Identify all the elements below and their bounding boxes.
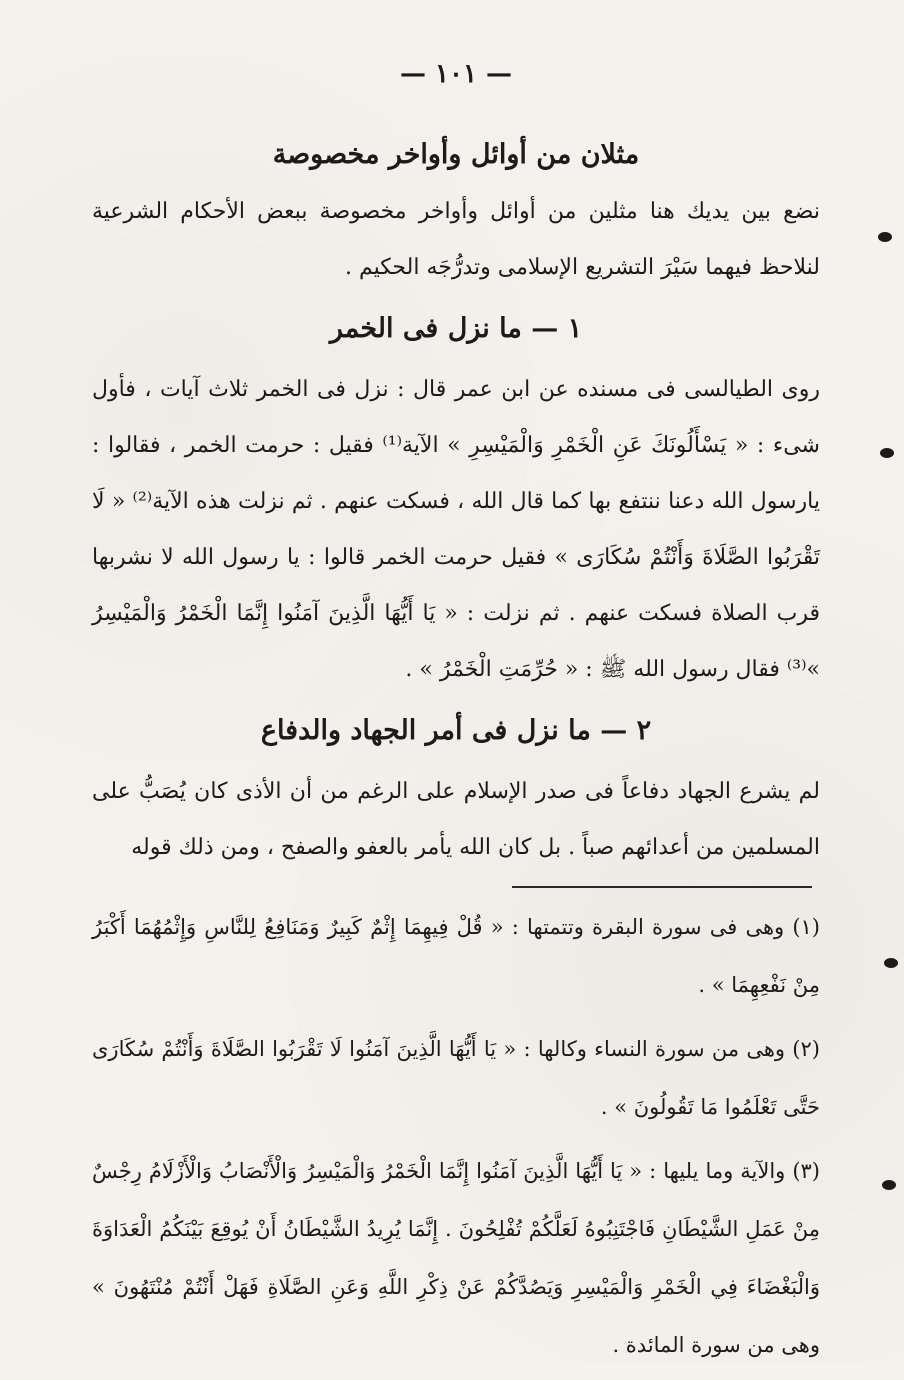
scan-speck xyxy=(878,232,892,242)
page-number: — ١٠١ — xyxy=(399,59,513,89)
footnote-1: (١) وهى فى سورة البقرة وتتمتها : « قُلْ فِيهِمَا إِثْمٌ كَبِيرٌ وَمَنَافِعُ لِلنَّاسِ وَإِثْمُهُمَا أَكْبَرُ مِنْ نَفْعِهِمَا » . xyxy=(92,915,820,997)
scan-speck xyxy=(882,1180,896,1190)
section-2-heading: ٢ — ما نزل فى أمر الجهاد والدفاع xyxy=(260,715,652,746)
section-1-text: روى الطيالسى فى مسنده عن ابن عمر قال : نزل فى الخمر ثلاث آيات ، فأول شىء : « يَسْأَلُونَكَ عَنِ الْخَمْرِ وَالْمَيْسِرِ » الآية⁽¹⁾ فقيل : حرمت الخمر ، فقالوا : يارسول الله دعنا ننتفع بها كما قال الله ، فسكت عنهم . ثم نزلت هذه الآية⁽²⁾ « لَا تَقْرَبُوا الصَّلَاةَ وَأَنْتُمْ سُكَارَى » فقيل حرمت الخمر قالوا : يا رسول الله لا نشربها قرب الصلاة فسكت عنهم . ثم نزلت : « يَا أَيُّهَا الَّذِينَ آمَنُوا إِنَّمَا الْخَمْرُ وَالْمَيْسِرُ »⁽³⁾ فقال رسول الله ﷺ : « حُرِّمَتِ الْخَمْرُ » . xyxy=(92,377,821,682)
scan-speck xyxy=(880,448,894,458)
footnote-3: (٣) والآية وما يليها : « يَا أَيُّهَا الَّذِينَ آمَنُوا إِنَّمَا الْخَمْرُ وَالْمَيْسِرُ وَالْأَنْصَابُ وَالْأَزْلَامُ رِجْسٌ مِنْ عَمَلِ الشَّيْطَانِ فَاجْتَنِبُوهُ لَعَلَّكُمْ تُفْلِحُونَ . إِنَّمَا يُرِيدُ الشَّيْطَانُ أَنْ يُوقِعَ بَيْنَكُمُ الْعَدَاوَةَ وَالْبَغْضَاءَ فِي الْخَمْرِ وَالْمَيْسِرِ وَيَصُدَّكُمْ عَنْ ذِكْرِ اللَّهِ وَعَنِ الصَّلَاةِ فَهَلْ أَنْتُمْ مُنْتَهُونَ » وهى من سورة المائدة . xyxy=(92,1159,820,1357)
section-2-text: لم يشرع الجهاد دفاعاً فى صدر الإسلام على الرغم من أن الأذى كان يُصَبُّ على المسلمين من أعدائهم صباً . بل كان الله يأمر بالعفو والصفح ، ومن ذلك قوله xyxy=(92,779,820,860)
intro-paragraph: نضع بين يديك هنا مثلين من أوائل وأواخر مخصوصة ببعض الأحكام الشرعية لنلاحظ فيهما سَيْرَ التشريع الإسلامى وتدرُّجَه الحكيم . xyxy=(92,199,820,280)
footnote-2: (٢) وهى من سورة النساء وكالها : « يَا أَيُّهَا الَّذِينَ آمَنُوا لَا تَقْرَبُوا الصَّلَاةَ وَأَنْتُمْ سُكَارَى حَتَّى تَعْلَمُوا مَا تَقُولُونَ » . xyxy=(92,1037,820,1119)
page-content xyxy=(92,52,820,1380)
page-title: مثلان من أوائل وأواخر مخصوصة xyxy=(272,139,640,170)
footnote-divider-wrap xyxy=(92,886,820,888)
scan-speck xyxy=(884,958,898,968)
section-1-heading: ١ — ما نزل فى الخمر xyxy=(329,313,583,344)
footnote-divider xyxy=(512,886,812,888)
